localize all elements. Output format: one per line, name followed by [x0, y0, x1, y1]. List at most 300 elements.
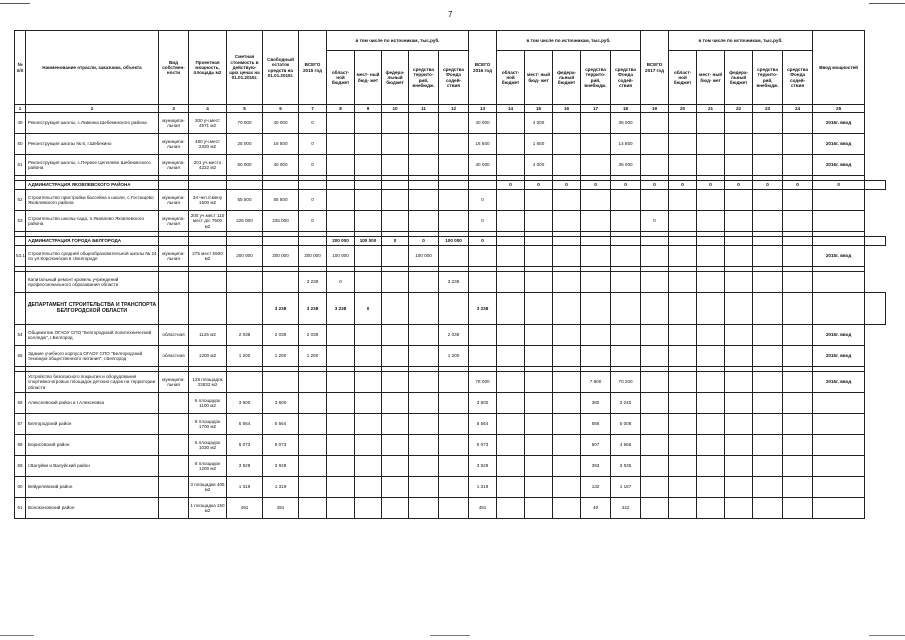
header-local: мест- ный бюд- жет: [525, 51, 553, 105]
table-cell: [783, 393, 813, 414]
row-number: 61: [15, 498, 26, 519]
table-cell: 128 площадок 23832 м2: [189, 372, 227, 393]
table-cell: 0: [327, 272, 355, 293]
table-cell: [525, 190, 553, 211]
table-row: [15, 414, 886, 435]
table-cell: 1 200: [227, 346, 263, 367]
table-cell: 442: [611, 498, 641, 519]
row-number: 59: [15, 456, 26, 477]
header-entry: Ввод мощностей: [813, 31, 865, 105]
table-cell: [355, 435, 382, 456]
table-cell: [382, 293, 409, 325]
table-cell: [469, 272, 497, 293]
table-cell: 3 238: [263, 293, 299, 325]
table-cell: 2016г. ввод: [813, 155, 865, 176]
table-cell: [697, 246, 725, 267]
table-cell: [753, 272, 783, 293]
table-cell: [813, 237, 865, 246]
table-cell: [299, 456, 327, 477]
header-federal: федера- льный бюджет: [725, 51, 753, 105]
object-name: Вейделевский район: [26, 477, 159, 498]
table-cell: [409, 372, 439, 393]
table-cell: [382, 155, 409, 176]
column-number: 6: [263, 105, 299, 113]
table-cell: [159, 293, 189, 325]
table-cell: [669, 272, 697, 293]
table-cell: [497, 211, 525, 232]
table-cell: [469, 246, 497, 267]
table-cell: 3 928: [227, 456, 263, 477]
table-cell: [355, 393, 382, 414]
table-cell: [327, 414, 355, 435]
column-number: 9: [355, 105, 382, 113]
table-cell: [299, 477, 327, 498]
table-cell: [409, 211, 439, 232]
table-cell: [355, 113, 382, 134]
table-cell: 55 500: [263, 190, 299, 211]
header-capacity: Проектная мощность, площадь м2: [189, 31, 227, 105]
department-row: [15, 293, 886, 325]
table-cell: 60 000: [227, 155, 263, 176]
table-cell: 0: [409, 237, 439, 246]
column-number: 1: [15, 105, 26, 113]
table-cell: [641, 435, 669, 456]
table-cell: [382, 272, 409, 293]
table-cell: [641, 190, 669, 211]
section-title: ДЕПАРТАМЕНТ СТРОИТЕЛЬСТВА И ТРАНСПОРТА БЕЛГОРОДСКОЙ ОБЛАСТИ: [26, 293, 159, 325]
table-cell: [669, 113, 697, 134]
table-cell: [327, 113, 355, 134]
table-cell: [355, 346, 382, 367]
table-cell: 3 600: [469, 393, 497, 414]
table-cell: [669, 211, 697, 232]
table-cell: [439, 393, 469, 414]
table-cell: 0: [525, 181, 553, 190]
table-cell: [783, 456, 813, 477]
table-cell: 480 уч.мест 2320 м2: [189, 134, 227, 155]
header-no: № п/п: [15, 31, 26, 105]
table-cell: 0: [641, 211, 669, 232]
table-cell: [753, 477, 783, 498]
table-cell: [581, 190, 611, 211]
table-cell: [753, 346, 783, 367]
table-cell: [611, 211, 641, 232]
table-cell: [865, 293, 886, 325]
table-cell: 393: [581, 456, 611, 477]
table-cell: 1 200: [299, 346, 327, 367]
table-cell: 0: [355, 293, 382, 325]
table-cell: [725, 325, 753, 346]
table-cell: [553, 246, 581, 267]
table-cell: [669, 393, 697, 414]
table-cell: 78 000: [469, 372, 497, 393]
table-cell: [669, 155, 697, 176]
table-cell: [189, 181, 227, 190]
table-row: [15, 435, 886, 456]
table-cell: [327, 181, 355, 190]
table-cell: 5 073: [227, 435, 263, 456]
table-cell: [611, 346, 641, 367]
row-number: 53: [15, 211, 26, 232]
table-cell: [263, 181, 299, 190]
table-cell: [725, 272, 753, 293]
table-cell: [327, 325, 355, 346]
table-cell: [409, 477, 439, 498]
table-cell: [581, 293, 611, 325]
table-cell: [581, 211, 611, 232]
table-cell: [355, 190, 382, 211]
table-cell: 200 000: [263, 246, 299, 267]
column-number: 3: [159, 105, 189, 113]
table-cell: [189, 293, 227, 325]
table-cell: [525, 293, 553, 325]
table-row: [15, 325, 886, 346]
table-cell: [553, 272, 581, 293]
table-cell: [409, 414, 439, 435]
table-cell: 5 008: [611, 414, 641, 435]
table-cell: [725, 393, 753, 414]
table-cell: [865, 237, 886, 246]
table-cell: 8 площадок 1200 м2: [189, 456, 227, 477]
table-cell: 40 000: [469, 113, 497, 134]
table-row: [15, 272, 886, 293]
column-number: 4: [189, 105, 227, 113]
table-cell: [611, 246, 641, 267]
table-cell: [382, 435, 409, 456]
table-cell: [753, 372, 783, 393]
table-cell: [669, 237, 697, 246]
table-cell: [783, 155, 813, 176]
table-cell: 55 500: [227, 190, 263, 211]
table-cell: [753, 325, 783, 346]
table-cell: 201 уч.место 4222 м2: [189, 155, 227, 176]
table-cell: [641, 372, 669, 393]
row-number: 53.1: [15, 246, 26, 267]
table-cell: 0: [299, 190, 327, 211]
table-cell: [525, 237, 553, 246]
table-cell: [641, 246, 669, 267]
table-cell: [439, 414, 469, 435]
table-cell: [697, 393, 725, 414]
table-cell: 0: [497, 181, 525, 190]
table-cell: [581, 113, 611, 134]
header-local: мест- ный бюд- жет: [355, 51, 382, 105]
table-row: [15, 498, 886, 519]
table-row: [15, 134, 886, 155]
table-cell: [641, 272, 669, 293]
table-cell: [669, 134, 697, 155]
table-cell: [409, 134, 439, 155]
table-cell: [753, 237, 783, 246]
header-balance: Свободный остаток средств на 01.01.2015г.: [263, 31, 299, 105]
table-cell: [159, 435, 189, 456]
table-cell: [263, 237, 299, 246]
table-cell: [725, 435, 753, 456]
header-fund: средства Фонда содей- ствия: [611, 51, 641, 105]
table-cell: [439, 293, 469, 325]
table-cell: 3 600: [227, 393, 263, 414]
table-cell: [697, 456, 725, 477]
column-number: 17: [581, 105, 611, 113]
header-kind: Вид собствен- ности: [159, 31, 189, 105]
header-territory: средства террито- рий, внебюдж.: [581, 51, 611, 105]
table-cell: [553, 190, 581, 211]
table-cell: 507: [581, 435, 611, 456]
table-cell: [641, 293, 669, 325]
table-cell: [553, 237, 581, 246]
table-cell: [382, 372, 409, 393]
table-cell: 1 650: [525, 134, 553, 155]
table-cell: [327, 435, 355, 456]
table-cell: [753, 211, 783, 232]
table-cell: [553, 134, 581, 155]
table-cell: [159, 181, 189, 190]
table-cell: 3 площадки 405 м2: [189, 477, 227, 498]
table-cell: [813, 393, 865, 414]
table-cell: [355, 325, 382, 346]
table-cell: [813, 272, 865, 293]
table-cell: [697, 346, 725, 367]
table-cell: [725, 246, 753, 267]
table-cell: [783, 293, 813, 325]
table-cell: 0: [783, 181, 813, 190]
table-cell: [159, 477, 189, 498]
object-name: Здание учебного корпуса ОГАОУ СПО "Белгородский техникум общественного питания", г.Белгород: [26, 346, 159, 367]
table-cell: 0: [813, 181, 865, 190]
table-cell: [669, 246, 697, 267]
table-cell: 0: [725, 181, 753, 190]
table-cell: 0: [469, 190, 497, 211]
column-number: 8: [327, 105, 355, 113]
table-cell: [697, 155, 725, 176]
section-title: АДМИНИСТРАЦИЯ ГОРОДА БЕЛГОРОДА: [26, 237, 159, 246]
table-cell: [159, 272, 189, 293]
table-cell: [439, 477, 469, 498]
table-cell: [783, 372, 813, 393]
page-number: 7: [448, 10, 453, 19]
column-number: 15: [525, 105, 553, 113]
table-cell: [439, 456, 469, 477]
table-cell: [783, 477, 813, 498]
table-row: [15, 190, 886, 211]
table-cell: 0: [697, 181, 725, 190]
table-cell: [439, 181, 469, 190]
table-cell: [725, 237, 753, 246]
bottom-rule-left: [0, 635, 34, 636]
table-cell: [469, 325, 497, 346]
table-cell: [327, 346, 355, 367]
table-cell: [299, 414, 327, 435]
table-cell: [355, 456, 382, 477]
table-cell: [355, 155, 382, 176]
header-total-2016: ВСЕГО 2016 год: [469, 31, 497, 105]
table-cell: [497, 293, 525, 325]
table-cell: [669, 293, 697, 325]
table-cell: [497, 372, 525, 393]
table-cell: [783, 272, 813, 293]
table-cell: [553, 393, 581, 414]
column-number: 13: [469, 105, 497, 113]
table-cell: 100 000: [409, 246, 439, 267]
table-cell: [525, 211, 553, 232]
table-cell: [525, 435, 553, 456]
row-number: 57: [15, 414, 26, 435]
table-cell: [382, 190, 409, 211]
object-name: Реконструкция школы, с.Первое Цепляево Шебекинского района: [26, 155, 159, 176]
table-cell: [753, 134, 783, 155]
table-cell: [382, 134, 409, 155]
table-cell: 36 000: [611, 113, 641, 134]
table-cell: [669, 372, 697, 393]
table-cell: [725, 134, 753, 155]
table-cell: муниципа- льная: [159, 190, 189, 211]
row-number: 54: [15, 325, 26, 346]
header-est-cost: Сметная стоимость в действую- щих ценах на 01.01.2015г.: [227, 31, 263, 105]
table-cell: [553, 113, 581, 134]
table-cell: [409, 456, 439, 477]
table-cell: [189, 272, 227, 293]
table-cell: [469, 181, 497, 190]
table-cell: 491: [227, 498, 263, 519]
table-cell: 360: [581, 393, 611, 414]
table-cell: [409, 272, 439, 293]
table-cell: [641, 477, 669, 498]
column-number-row: [15, 105, 886, 113]
table-cell: [525, 393, 553, 414]
table-row: [15, 246, 886, 267]
table-cell: 2 038: [299, 325, 327, 346]
table-cell: [159, 414, 189, 435]
table-cell: [439, 372, 469, 393]
column-number: 23: [753, 105, 783, 113]
table-cell: 200 уч.мест 110 мест д/с 7500 м2: [189, 211, 227, 232]
table-cell: [553, 477, 581, 498]
table-cell: 3 535: [611, 456, 641, 477]
table-cell: [299, 435, 327, 456]
table-cell: 2 038: [439, 325, 469, 346]
table-cell: [697, 293, 725, 325]
table-cell: [327, 393, 355, 414]
table-cell: 2016г. ввод: [813, 134, 865, 155]
table-cell: 1 187: [611, 477, 641, 498]
table-cell: [697, 477, 725, 498]
table-cell: 1 319: [469, 477, 497, 498]
top-rule-left: [0, 3, 30, 4]
table-cell: [15, 293, 26, 325]
table-cell: 2 038: [263, 325, 299, 346]
table-cell: 3 240: [611, 393, 641, 414]
column-number: 14: [497, 105, 525, 113]
column-number: 21: [697, 105, 725, 113]
table-cell: [355, 272, 382, 293]
header-territory: средства террито- рий, внебюдж.: [409, 51, 439, 105]
table-cell: [783, 134, 813, 155]
table-cell: 4 000: [525, 113, 553, 134]
table-cell: [439, 211, 469, 232]
table-cell: [725, 155, 753, 176]
header-regional: област- ной бюджет: [327, 51, 355, 105]
table-cell: [355, 372, 382, 393]
column-number: 18: [611, 105, 641, 113]
object-name: г.Валуйки и Валуйский район: [26, 456, 159, 477]
table-cell: [382, 456, 409, 477]
table-cell: [227, 181, 263, 190]
table-cell: [525, 477, 553, 498]
table-cell: [497, 246, 525, 267]
table-row: [15, 372, 886, 393]
table-cell: [382, 498, 409, 519]
column-number: 2: [26, 105, 159, 113]
table-cell: [581, 246, 611, 267]
table-cell: 300 уч.мест 4571 м2: [189, 113, 227, 134]
table-cell: 100 000: [355, 237, 382, 246]
table-cell: [497, 272, 525, 293]
row-number: 51: [15, 155, 26, 176]
table-cell: муниципа- льная: [159, 113, 189, 134]
table-cell: 0: [641, 181, 669, 190]
table-cell: [641, 498, 669, 519]
table-cell: [783, 113, 813, 134]
row-number: [15, 272, 26, 293]
table-cell: 0: [469, 211, 497, 232]
table-cell: [263, 372, 299, 393]
table-cell: [697, 237, 725, 246]
table-cell: 4 566: [611, 435, 641, 456]
table-cell: [327, 190, 355, 211]
table-cell: [753, 414, 783, 435]
section-row: [15, 237, 886, 246]
table-cell: [409, 181, 439, 190]
column-number: 24: [783, 105, 813, 113]
table-cell: [409, 393, 439, 414]
table-cell: 0: [299, 134, 327, 155]
row-number: 49: [15, 113, 26, 134]
table-cell: [581, 346, 611, 367]
table-cell: [669, 346, 697, 367]
table-cell: 200 000: [299, 246, 327, 267]
table-body: [15, 113, 886, 519]
table-cell: 1 200: [263, 346, 299, 367]
table-cell: 1200 м2: [189, 346, 227, 367]
table-cell: муниципа- льная: [159, 134, 189, 155]
table-cell: [725, 372, 753, 393]
table-cell: [581, 155, 611, 176]
table-header: [15, 31, 886, 113]
table-cell: [553, 346, 581, 367]
table-cell: 2015г. ввод: [813, 346, 865, 367]
table-cell: 34 чел./смену 1500 м2: [189, 190, 227, 211]
table-cell: 0: [299, 155, 327, 176]
top-rule-right: [869, 3, 905, 4]
table-cell: [382, 181, 409, 190]
table-cell: [382, 246, 409, 267]
table-cell: [382, 477, 409, 498]
table-cell: [783, 325, 813, 346]
table-cell: [783, 435, 813, 456]
table-cell: [439, 190, 469, 211]
section-row: [15, 181, 886, 190]
table-cell: [697, 435, 725, 456]
table-cell: [299, 237, 327, 246]
table-cell: [813, 498, 865, 519]
table-cell: 1 200: [439, 346, 469, 367]
table-cell: 3 928: [469, 456, 497, 477]
header-sources-2017: в том числе по источникам, тыс.руб.: [669, 31, 813, 51]
table-cell: муниципа- льная: [159, 211, 189, 232]
table-cell: [409, 498, 439, 519]
table-cell: [409, 113, 439, 134]
table-cell: [525, 498, 553, 519]
